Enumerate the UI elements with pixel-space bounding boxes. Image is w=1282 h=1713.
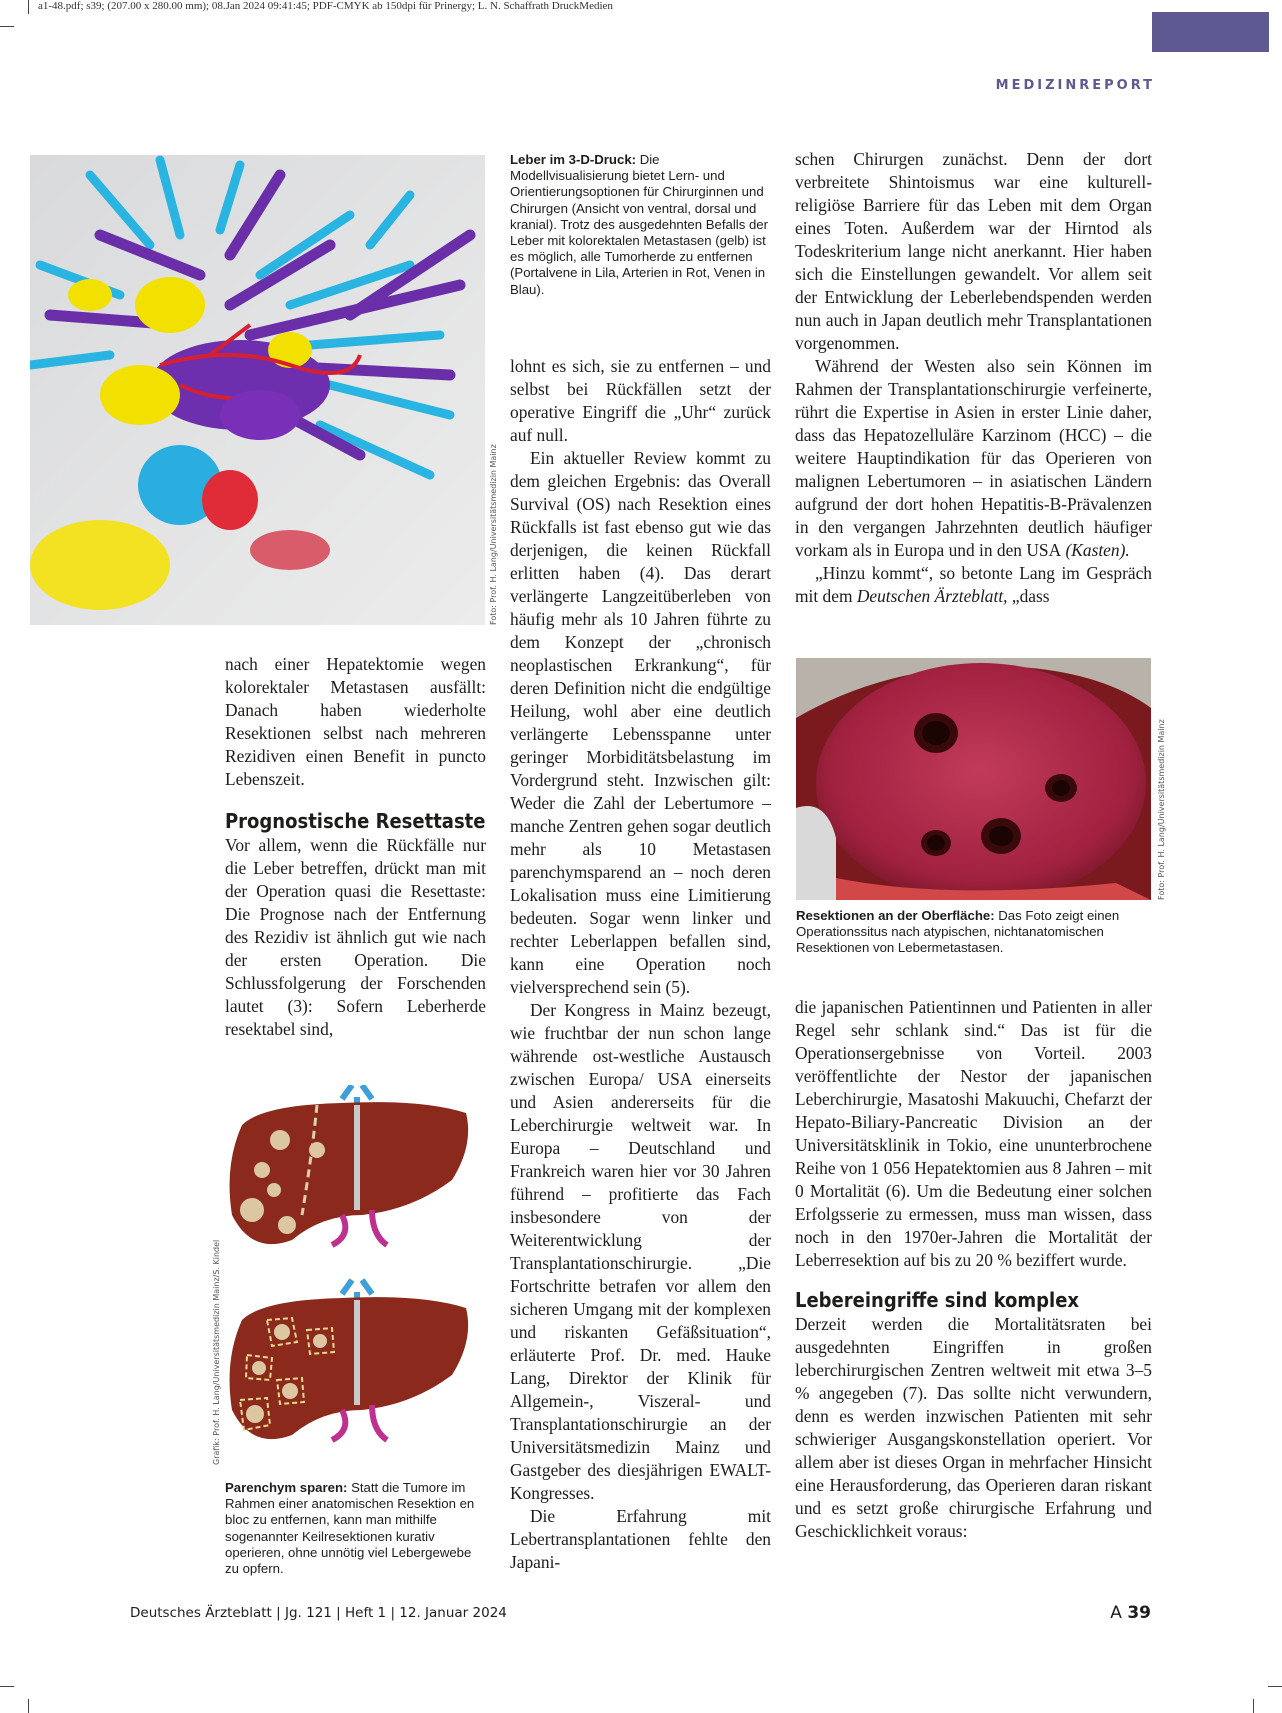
crop-mark	[28, 0, 29, 14]
paragraph: nach einer Hepatektomie wegen kolorektaler Metastasen ausfällt: Danach haben wiederholte Resektionen selbst nach mehreren Rezidiven einen Benefit in puncto Lebenszeit.	[225, 654, 486, 789]
color-band	[1152, 12, 1269, 52]
paragraph: lohnt es sich, sie zu entfernen – und selbst bei Rückfällen setzt der operative Eingriff die „Uhr“ zurück auf null.	[510, 356, 771, 445]
caption-bold: Leber im 3-D-Druck:	[510, 152, 637, 167]
caption-text: Das Foto zeigt einen Operationssitus nach atypischen, nichtanatomischen Resektionen von Lebermetastasen.	[796, 908, 1120, 956]
subheading-resettaste: Prognostische Resettaste	[225, 809, 486, 833]
section-label: MEDIZINREPORT	[995, 78, 1155, 93]
paragraph: schen Chirurgen zunächst. Denn der dort verbreitete Shintoismus war eine kulturell-religiöse Barriere für das Leben mit dem Organ eines Toten. Außerdem war der Hirntod als Todeskriterium lange nicht anerkannt. Hier haben sich die Einstellungen gewandelt. Vor allem seit der Entwicklung der Leberlebendspenden werden nun auch in Japan deutlich mehr Transplantationen vorgenommen.	[795, 149, 1152, 353]
paragraph: Ein aktueller Review kommt zu dem gleichen Ergebnis: das Overall Survival (OS) nach Resektion eines Rückfalls ist fast ebenso gut wie das derjenigen, die keinen Rückfall erlitten haben (4). Das derart verlängerte Langzeitüberleben von häufig mehr als 10 Jahren führte zu dem Konzept der „chronisch neoplastischen Erkrankung“, für deren Definition nicht die endgültige Heilung, wohl aber eine deutlich verlängerte Lebensspanne unter geringer Morbiditätsbelastung im Vordergrund steht. Inzwischen gilt: Weder die Zahl der Lebertumore – manche Zentren gehen sogar deutlich mehr als 10 Metastasen parenchymsparend an – noch deren Lokalisation muss eine Limitierung bedeuten. Sogar wenn linker und rechter Leberlappen befallen sind, kann eine Operation noch vielversprechend sein (5).	[510, 448, 771, 997]
caption-text: Statt die Tumore im Rahmen einer anatomischen Resektion en bloc zu entfernen, kann man mithilfe sogenannter Keilresektionen kurativ operieren, ohne unnötig viel Lebergewebe zu opfern.	[225, 1480, 475, 1577]
caption-parenchym	[225, 1480, 487, 1577]
crop-mark	[0, 1686, 14, 1687]
liver-3d-photo	[30, 155, 485, 625]
column-3-upper	[795, 148, 1152, 608]
subheading-komplex: Lebereingriffe sind komplex	[795, 1288, 1080, 1312]
liver-top	[230, 1085, 469, 1245]
column-3-lower	[795, 996, 1152, 1543]
caption-resektionen	[796, 908, 1151, 957]
paragraph: Die Erfahrung mit Lebertransplantationen fehlte den Japani-	[510, 1506, 771, 1572]
surgery-photo-credit: Foto: Prof. H. Lang/Universitätsmedizin Mainz	[1157, 719, 1166, 900]
crop-mark	[1268, 1686, 1282, 1687]
paragraph	[795, 355, 1152, 562]
caption-bold: Resektionen an der Oberfläche:	[796, 908, 995, 923]
caption-leber-3d	[510, 152, 772, 298]
page-prefix: A	[1110, 1603, 1128, 1623]
caption-bold: Parenchym sparen:	[225, 1480, 348, 1495]
page-number	[1110, 1603, 1151, 1623]
paragraph: die japanischen Patientinnen und Patienten in aller Regel sehr schlank sind.“ Das ist für die Operationsergebnisse von Vorteil. 2003 veröffentlichte der Nestor der japanischen Leberchirurgie, Masatoshi Makuuchi, Chefarzt der Hepato-Biliary-Pancreatic Division an der Universitätsklinik in Tokio, eine ununterbrochene Reihe von 1 056 Hepatektomien aus 8 Jahren – mit 0 Mortalität (6). Um die Bedeutung einer solchen Erfolgsserie zu ermessen, muss man wissen, dass noch in den 1970er-Jahren die Mortalität der Leberresektion auf bis zu 20 % beziffert wurde.	[795, 997, 1152, 1270]
top-photo-credit: Foto: Prof. H. Lang/Universitätsmedizin Mainz	[489, 444, 498, 625]
crop-mark	[0, 26, 14, 27]
paragraph-text: Während der Westen also sein Können im Rahmen der Transplantationschirurgie verfeinerte, rührt die Expertise in Asien in erster Linie daher, dass das Hepatozelluläre Karzinom (HCC) – die weitere Hauptindikation für das Operieren von malignen Lebertumoren – in asiatischen Ländern aufgrund der dort hohen Hepatitis-B-Prävalenzen in den vergangen Jahrzehnten deutlich häufiger vorkam als in Europa und in den USA	[795, 356, 1152, 560]
paragraph-text: „Hinzu kommt“, so betonte Lang im Gespräch mit dem	[795, 563, 1152, 606]
paragraph-italic: Deutschen Ärzteblatt,	[856, 586, 1008, 606]
paragraph: Der Kongress in Mainz bezeugt, wie fruchtbar der nun schon lange währende ost-westliche Austausch zwischen Europa/ USA einerseits und Asien andererseits für die Leberchirurgie weltweit war. In Europa – Deutschland und Frankreich waren hier vor 30 Jahren führend – profitierte das Fach insbesondere von der Weiterentwicklung der Transplantationschirurgie. „Die Fortschritte betrafen vor allem den sicheren Umgang mit der komplexen und riskanten Gefäßsituation“, erläuterte Prof. Dr. med. Hauke Lang, Direktor der Klinik für Allgemein-, Viszeral- und Transplantationschirurgie an der Universitätsmedizin Mainz und Gastgeber des diesjährigen EWALT-Kongresses.	[510, 1000, 771, 1503]
liver-resection-graphic	[222, 1085, 486, 1475]
liver-diagram	[222, 1085, 486, 1475]
paragraph	[795, 562, 1152, 608]
print-meta-line: a1-48.pdf; s39; (207.00 x 280.00 mm); 08.Jan 2024 09:41:45; PDF-CMYK ab 150dpi für Prinergy; L. N. Schaffrath DruckMedien	[38, 0, 613, 12]
paragraph: Derzeit werden die Mortalitätsraten bei ausgedehnten Eingriffen in großen leberchirurgischen Zentren weltweit mit etwa 3–5 % angegeben (7). Das sollte nicht verwundern, denn es werden inzwischen Patienten mit sehr schwieriger Ausgangskonstellation operiert. Vor allem aber ist dieses Organ in mehrfacher Hinsicht eine Herausforderung, das Operieren daran riskant und es setzt große chirurgische Erfahrung und Geschicklichkeit voraus:	[795, 1314, 1152, 1541]
paragraph: Vor allem, wenn die Rückfälle nur die Leber betreffen, drückt man mit der Operation quasi die Resettaste: Die Prognose nach der Entfernung des Rezidiv ist ähnlich gut wie nach der ersten Operation. Die Schlussfolgerung der Forschenden lautet (3): Sofern Leberherde resektabel sind,	[225, 835, 486, 1039]
page-number-value: 39	[1127, 1603, 1151, 1623]
crop-mark	[28, 1699, 29, 1713]
column-1	[225, 653, 486, 1041]
footer-journal: Deutsches Ärzteblatt | Jg. 121 | Heft 1 | 12. Januar 2024	[130, 1605, 507, 1621]
crop-mark	[1253, 1699, 1254, 1713]
liver-bottom	[230, 1280, 469, 1440]
surgery-photo	[796, 658, 1151, 900]
surgery-illustration	[796, 658, 1151, 900]
graphic-credit: Grafik: Prof. H. Lang/Universitätsmedizin Mainz/S. Kindel	[212, 1239, 221, 1465]
paragraph-italic: (Kasten).	[1061, 540, 1130, 560]
liver-3d-illustration	[30, 155, 485, 625]
paragraph-text: „dass	[1007, 586, 1050, 606]
caption-text: Die Modellvisualisierung bietet Lern- und Orientierungsoptionen für Chirurginnen und Chirurgen (Ansicht von ventral, dorsal und kranial). Trotz des ausgedehnten Befalls der Leber mit kolorektalen Metastasen (gelb) ist es möglich, alle Tumorherde zu entfernen (Portalvene in Lila, Arterien in Rot, Venen in Blau).	[510, 152, 769, 297]
column-2	[510, 355, 771, 1574]
